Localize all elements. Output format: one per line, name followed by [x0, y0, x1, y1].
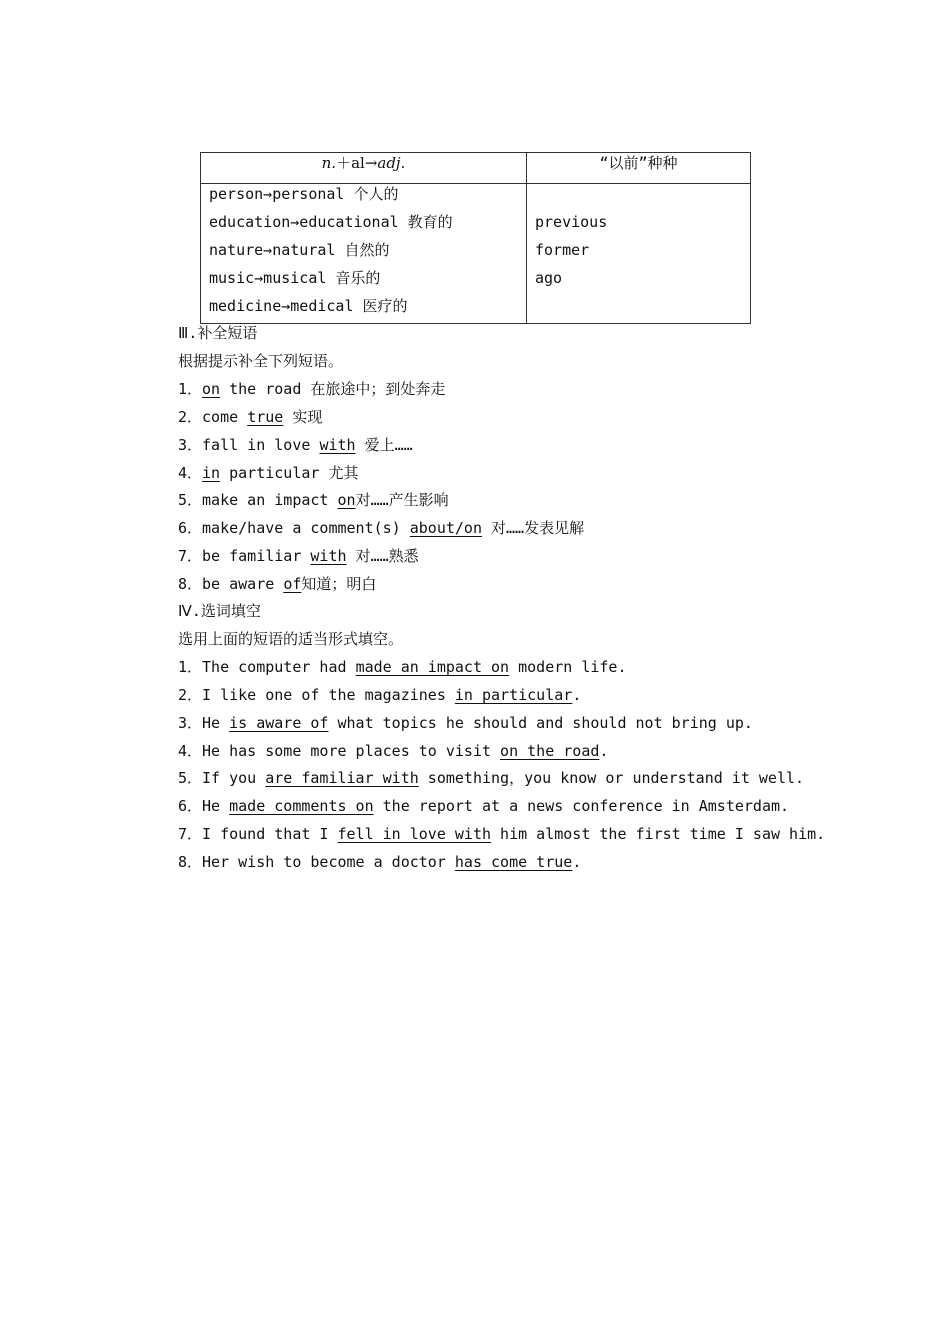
answer-blank: are familiar with [265, 769, 419, 787]
section4-title: Ⅳ.选词填空 [178, 602, 261, 620]
answer-blank: on [337, 491, 356, 509]
answer-blank: made an impact on [355, 658, 510, 676]
list-item: 4．He has some more places to visit on the road. [178, 742, 609, 760]
section4-instruction: 选用上面的短语的适当形式填空。 [178, 630, 404, 648]
table-row: former [535, 241, 590, 259]
table-row: music→musical 音乐的 [209, 269, 381, 287]
list-item: 2．come true 实现 [178, 408, 323, 426]
item-number: 3． [178, 436, 203, 454]
list-item: 3．fall in love with 爱上…… [178, 436, 413, 454]
table-row: nature→natural 自然的 [209, 241, 390, 259]
answer-blank: is aware of [229, 714, 329, 732]
table-row: ago [535, 269, 563, 287]
list-item: 1．The computer had made an impact on modern life. [178, 658, 627, 676]
list-item: 6．make/have a comment(s) about/on 对……发表见解 [178, 519, 585, 537]
header-adj: adj. [377, 154, 406, 172]
item-number: 8． [178, 853, 203, 871]
answer-blank: true [247, 408, 284, 426]
answer-blank: of [283, 575, 302, 593]
item-number: 4． [178, 464, 203, 482]
word-formation-table [200, 152, 751, 324]
list-item: 7．I found that I fell in love with him almost the first time I saw him. [178, 825, 826, 843]
table-header-right: “以前”种种 [527, 153, 751, 184]
list-item: 4．in particular 尤其 [178, 464, 359, 482]
table-row: previous [535, 213, 608, 231]
table-row: medicine→medical 医疗的 [209, 297, 408, 315]
item-number: 5． [178, 769, 203, 787]
answer-blank: in particular [454, 686, 573, 704]
answer-blank: in [202, 464, 221, 482]
answer-blank: on [202, 380, 221, 398]
item-number: 7． [178, 825, 203, 843]
item-number: 8． [178, 575, 203, 593]
list-item: 7．be familiar with 对……熟悉 [178, 547, 419, 565]
answer-blank: about/on [409, 519, 482, 537]
section3-instruction: 根据提示补全下列短语。 [178, 352, 344, 370]
item-number: 6． [178, 519, 203, 537]
list-item: 8．Her wish to become a doctor has come true. [178, 853, 582, 871]
list-item: 8．be aware of知道；明白 [178, 575, 377, 593]
header-n: n. [321, 154, 337, 172]
list-item: 1．on the road 在旅途中；到处奔走 [178, 380, 446, 398]
item-number: 4． [178, 742, 203, 760]
list-item: 5．If you are familiar with something，you know or understand it well. [178, 769, 805, 787]
answer-blank: fell in love with [337, 825, 492, 843]
table-row: person→personal 个人的 [209, 185, 399, 203]
list-item: 3．He is aware of what topics he should and should not bring up. [178, 714, 753, 732]
list-item: 5．make an impact on对……产生影响 [178, 491, 449, 509]
header-mid: ＋al→ [336, 154, 378, 172]
table-cell-right [527, 184, 751, 324]
item-number: 2． [178, 686, 203, 704]
answer-blank: has come true [454, 853, 573, 871]
table-row: education→educational 教育的 [209, 213, 453, 231]
item-number: 2． [178, 408, 203, 426]
table-cell-left [201, 184, 527, 324]
section3-title: Ⅲ.补全短语 [178, 324, 258, 342]
item-number: 1． [178, 658, 203, 676]
table-header-left [201, 153, 527, 184]
answer-blank: with [319, 436, 356, 454]
item-number: 6． [178, 797, 203, 815]
item-number: 5． [178, 491, 203, 509]
item-number: 7． [178, 547, 203, 565]
answer-blank: made comments on [229, 797, 374, 815]
answer-blank: with [310, 547, 347, 565]
list-item: 2．I like one of the magazines in particular. [178, 686, 582, 704]
item-number: 3． [178, 714, 203, 732]
answer-blank: on the road [500, 742, 600, 760]
list-item: 6．He made comments on the report at a news conference in Amsterdam. [178, 797, 790, 815]
item-number: 1． [178, 380, 203, 398]
